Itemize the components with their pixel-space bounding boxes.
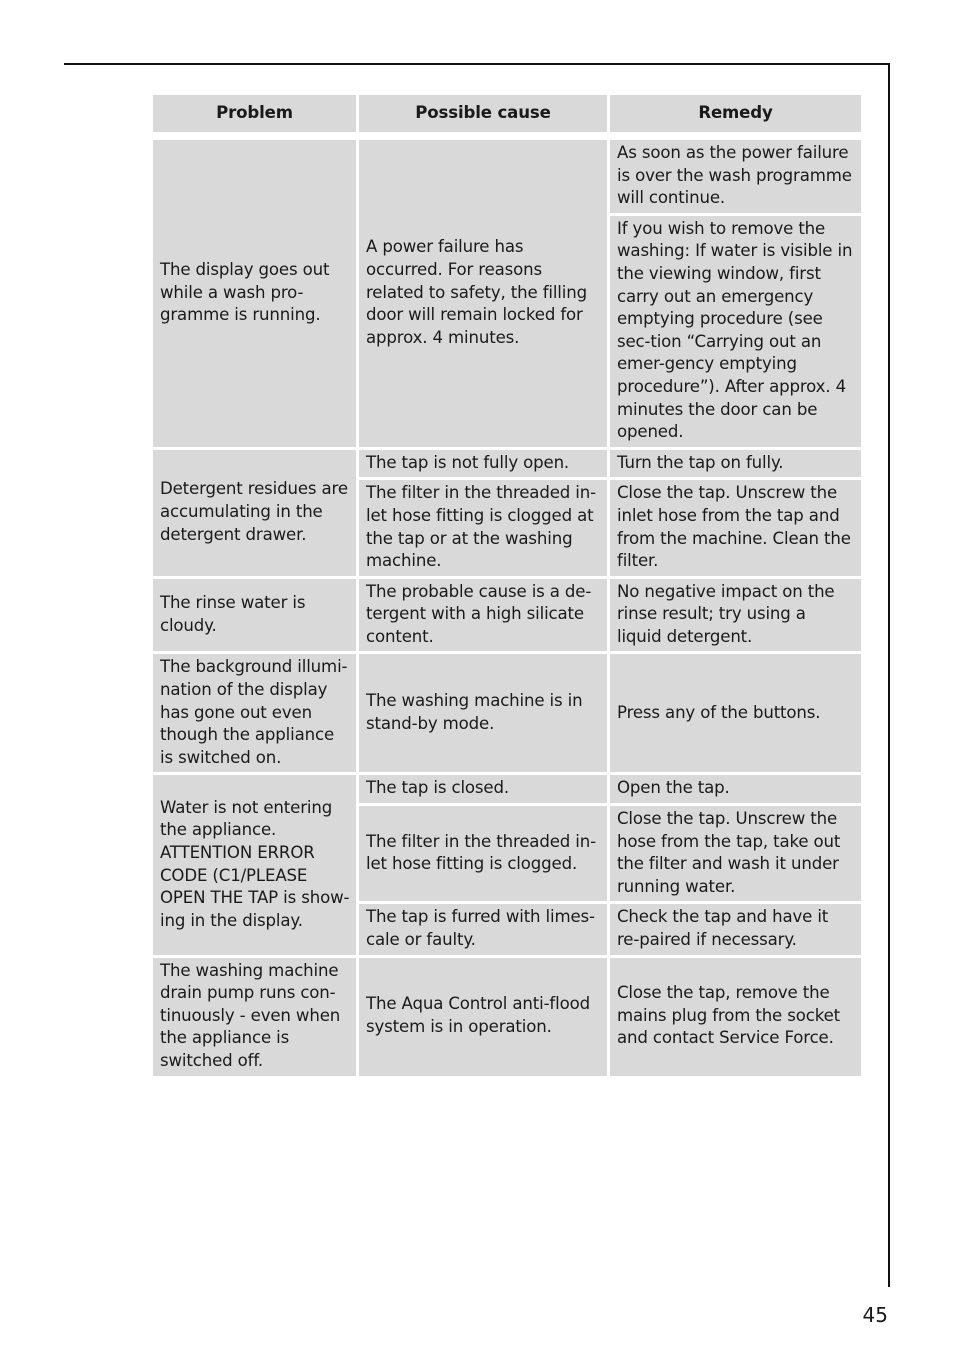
side-rule bbox=[888, 63, 890, 1287]
remedy-cell: Close the tap, remove the mains plug from the socket and contact Service Force. bbox=[610, 958, 861, 1076]
cause-cell: The tap is closed. bbox=[359, 775, 607, 803]
header-problem: Problem bbox=[153, 95, 356, 132]
table-row bbox=[153, 775, 861, 803]
top-rule bbox=[64, 63, 890, 65]
cause-cell: A power failure has occurred. For reasons related to safety, the filling door will remain locked for approx. 4 minutes. bbox=[359, 140, 607, 447]
table-row bbox=[153, 958, 861, 1076]
cause-cell: The Aqua Control anti-flood system is in operation. bbox=[359, 958, 607, 1076]
table-row bbox=[153, 450, 861, 478]
header-possible-cause: Possible cause bbox=[359, 95, 607, 132]
remedy-cell: Open the tap. bbox=[610, 775, 861, 803]
header-row bbox=[153, 95, 861, 132]
page-number: 45 bbox=[862, 1303, 888, 1327]
cause-cell: The washing machine is in stand-by mode. bbox=[359, 654, 607, 772]
cause-cell: The filter in the threaded in-let hose fitting is clogged. bbox=[359, 806, 607, 901]
remedy-cell: Close the tap. Unscrew the hose from the tap, take out the filter and wash it under running water. bbox=[610, 806, 861, 901]
table-row bbox=[153, 579, 861, 652]
remedy-cell: No negative impact on the rinse result; try using a liquid detergent. bbox=[610, 579, 861, 652]
cause-cell: The tap is not fully open. bbox=[359, 450, 607, 478]
remedy-cell: As soon as the power failure is over the wash programme will continue. bbox=[610, 140, 861, 213]
remedy-cell: Check the tap and have it re-paired if necessary. bbox=[610, 904, 861, 954]
remedy-cell: Close the tap. Unscrew the inlet hose from the tap and from the machine. Clean the filter. bbox=[610, 480, 861, 575]
table-row bbox=[153, 140, 861, 213]
cause-cell: The tap is furred with limes-cale or faulty. bbox=[359, 904, 607, 954]
header-remedy: Remedy bbox=[610, 95, 861, 132]
problem-cell: The display goes out while a wash pro-gramme is running. bbox=[153, 140, 356, 447]
remedy-cell: Turn the tap on fully. bbox=[610, 450, 861, 478]
problem-cell: The background illumi-nation of the display has gone out even though the appliance is switched on. bbox=[153, 654, 356, 772]
problem-cell: Water is not entering the appliance. ATTENTION ERROR CODE (C1/PLEASE OPEN THE TAP is show-ing in the display. bbox=[153, 775, 356, 954]
remedy-cell: Press any of the buttons. bbox=[610, 654, 861, 772]
cause-cell: The filter in the threaded in-let hose fitting is clogged at the tap or at the washing machine. bbox=[359, 480, 607, 575]
problem-cell: The washing machine drain pump runs con-tinuously - even when the appliance is switched off. bbox=[153, 958, 356, 1076]
cause-cell: The probable cause is a de-tergent with a high silicate content. bbox=[359, 579, 607, 652]
table-row bbox=[153, 654, 861, 772]
remedy-cell: If you wish to remove the washing: If water is visible in the viewing window, first carry out an emergency emptying procedure (see sec-tion “Carrying out an emer-gency emptying procedure”). After approx. 4 minutes the door can be opened. bbox=[610, 216, 861, 447]
problem-cell: Detergent residues are accumulating in the detergent drawer. bbox=[153, 450, 356, 576]
problem-cell: The rinse water is cloudy. bbox=[153, 579, 356, 652]
troubleshooting-table bbox=[150, 92, 864, 1079]
